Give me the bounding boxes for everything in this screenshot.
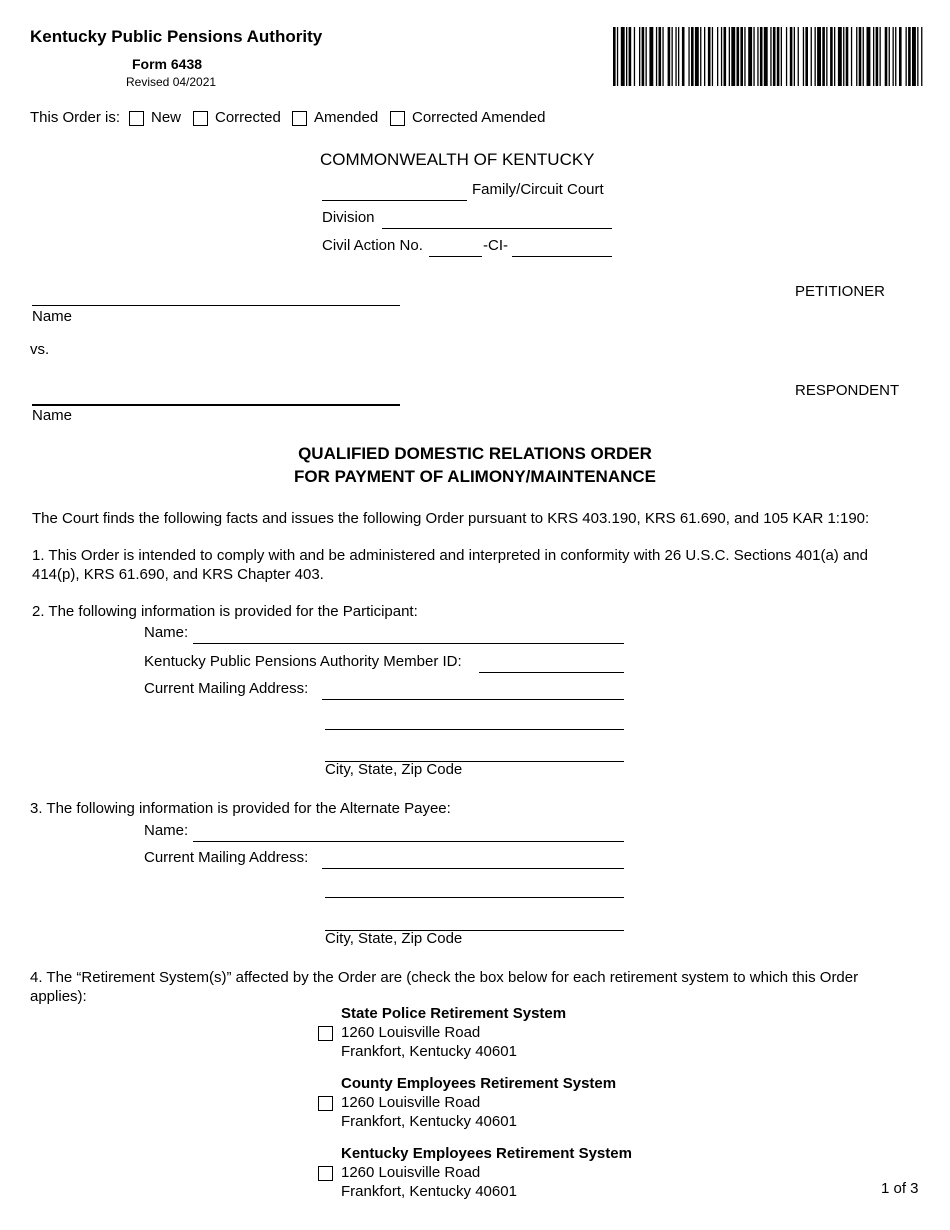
barcode-bar <box>781 27 782 86</box>
barcode-bar <box>786 27 787 86</box>
barcode-bar <box>621 27 625 86</box>
option-amended-label: Amended <box>314 109 379 126</box>
barcode-bar <box>899 27 902 86</box>
barcode-bar <box>695 27 699 86</box>
barcode-bar <box>773 27 776 86</box>
petitioner-label: PETITIONER <box>795 283 886 300</box>
option-new-label: New <box>151 109 182 126</box>
barcode-bar <box>712 27 713 86</box>
barcode-image <box>613 27 923 86</box>
barcode-bar <box>805 27 808 86</box>
system-city-county-employees: Frankfort, Kentucky 40601 <box>341 1113 517 1130</box>
civil-action-year-field[interactable] <box>429 256 482 257</box>
barcode-bar <box>688 27 689 86</box>
commonwealth-heading: COMMONWEALTH OF KENTUCKY <box>320 150 595 169</box>
barcode-bar <box>717 27 718 86</box>
respondent-label: RESPONDENT <box>795 382 900 399</box>
barcode-bar <box>634 27 635 86</box>
barcode-bar <box>662 27 663 86</box>
payee-name-field[interactable] <box>193 841 624 842</box>
division-field[interactable] <box>382 228 612 229</box>
barcode-bar <box>659 27 662 86</box>
barcode-bar <box>704 27 705 86</box>
checkbox-kentucky-employees[interactable] <box>318 1166 333 1181</box>
barcode-bar <box>846 27 849 86</box>
participant-address-line2-field[interactable] <box>325 729 624 730</box>
civil-action-number-field[interactable] <box>512 256 612 257</box>
barcode-bar <box>724 27 727 86</box>
barcode-bar <box>770 27 771 86</box>
barcode-bar <box>700 27 701 86</box>
system-street-state-police: 1260 Louisville Road <box>341 1024 481 1041</box>
barcode-bar <box>815 27 816 86</box>
court-county-field[interactable] <box>322 200 467 201</box>
barcode-bar <box>617 27 618 86</box>
revised-date: Revised 04/2021 <box>126 75 217 89</box>
vs-label: vs. <box>30 341 50 358</box>
barcode-bar <box>721 27 722 86</box>
item2-heading: 2. The following information is provided for the Participant: <box>32 603 418 620</box>
participant-name-field[interactable] <box>193 643 624 644</box>
barcode-bar <box>639 27 640 86</box>
payee-address-label: Current Mailing Address: <box>144 849 309 866</box>
barcode-bar <box>889 27 890 86</box>
option-corrected-label: Corrected <box>215 109 281 126</box>
barcode-bar <box>764 27 768 86</box>
participant-address-label: Current Mailing Address: <box>144 680 309 697</box>
item4-heading: 4. The “Retirement System(s)” affected by the Order are (check the box below for each retirement system to which this Order applies): <box>30 969 859 1005</box>
barcode-bar <box>906 27 907 86</box>
petitioner-name-field[interactable] <box>32 305 400 306</box>
checkbox-state-police[interactable] <box>318 1026 333 1041</box>
barcode-bar <box>921 27 922 86</box>
barcode-bar <box>682 27 685 86</box>
order-title-line2: FOR PAYMENT OF ALIMONY/MAINTENANCE <box>293 467 657 486</box>
barcode-bar <box>830 27 833 86</box>
system-street-kentucky-employees: 1260 Louisville Road <box>341 1164 481 1181</box>
barcode-bar <box>649 27 653 86</box>
barcode-bar <box>777 27 780 86</box>
barcode-bar <box>708 27 711 86</box>
system-city-kentucky-employees: Frankfort, Kentucky 40601 <box>341 1183 517 1200</box>
barcode-bar <box>908 27 911 86</box>
barcode-bar <box>895 27 896 86</box>
member-id-label: Kentucky Public Pensions Authority Member ID: <box>144 653 462 670</box>
barcode-bar <box>876 27 879 86</box>
barcode-bar <box>880 27 881 86</box>
barcode-bar <box>817 27 821 86</box>
participant-name-label: Name: <box>144 624 189 641</box>
barcode-bar <box>838 27 842 86</box>
barcode-bar <box>691 27 694 86</box>
barcode-bar <box>803 27 804 86</box>
barcode-bar <box>834 27 835 86</box>
barcode-bar <box>811 27 812 86</box>
order-title-line1: QUALIFIED DOMESTIC RELATIONS ORDER <box>298 444 652 463</box>
barcode-bar <box>729 27 730 86</box>
barcode-bar <box>656 27 657 86</box>
order-type-label: This Order is: <box>30 109 121 126</box>
barcode-bar <box>893 27 894 86</box>
barcode-bar <box>731 27 735 86</box>
checkbox-new[interactable] <box>129 111 144 126</box>
barcode-bar <box>753 27 754 86</box>
payee-city-label: City, State, Zip Code <box>325 930 463 947</box>
system-street-county-employees: 1260 Louisville Road <box>341 1094 481 1111</box>
barcode-bar <box>917 27 918 86</box>
barcode-bar <box>863 27 864 86</box>
barcode-bar <box>790 27 793 86</box>
barcode-bar <box>744 27 745 86</box>
barcode-bar <box>760 27 763 86</box>
ci-label: -CI- <box>483 237 508 254</box>
division-label: Division <box>322 209 375 226</box>
barcode-bar <box>642 27 645 86</box>
member-id-field[interactable] <box>479 672 624 673</box>
intro-paragraph: The Court finds the following facts and issues the following Order pursuant to KRS 403.190, KRS 61.690, and 105 KAR 1:190: <box>32 510 870 527</box>
payee-name-label: Name: <box>144 822 189 839</box>
item1-paragraph: 1. This Order is intended to comply with and be administered and interpreted in conformity with 26 U.S.C. Sections 401(a) and 414(p), KRS 61.690, and KRS Chapter 403. <box>32 547 868 583</box>
page-number: 1 of 3 <box>881 1180 919 1197</box>
respondent-name-label: Name <box>32 407 73 424</box>
barcode-bar <box>668 27 671 86</box>
participant-address-line1-field[interactable] <box>322 699 624 700</box>
checkbox-county-employees[interactable] <box>318 1096 333 1111</box>
barcode-bar <box>822 27 825 86</box>
form-number: Form 6438 <box>132 56 203 72</box>
barcode-bar <box>885 27 888 86</box>
barcode-bar <box>675 27 676 86</box>
barcode-bar <box>737 27 740 86</box>
system-city-state-police: Frankfort, Kentucky 40601 <box>341 1043 517 1060</box>
option-corrected-amended-label: Corrected Amended <box>412 109 546 126</box>
barcode-bar <box>843 27 844 86</box>
checkbox-corrected-amended[interactable] <box>390 111 405 126</box>
barcode-bar <box>629 27 632 86</box>
barcode-bar <box>826 27 827 86</box>
system-name-county-employees: County Employees Retirement System <box>341 1075 617 1092</box>
barcode-bar <box>912 27 916 86</box>
item3-heading: 3. The following information is provided for the Alternate Payee: <box>30 800 451 817</box>
barcode-bar <box>794 27 795 86</box>
court-suffix-label: Family/Circuit Court <box>472 181 604 198</box>
payee-address-line1-field[interactable] <box>322 868 624 869</box>
barcode-bar <box>867 27 871 86</box>
system-name-state-police: State Police Retirement System <box>341 1005 567 1022</box>
checkbox-corrected[interactable] <box>193 111 208 126</box>
org-name: Kentucky Public Pensions Authority <box>30 27 323 46</box>
petitioner-name-label: Name <box>32 308 73 325</box>
civil-action-label: Civil Action No. <box>322 237 423 254</box>
barcode-bar <box>748 27 752 86</box>
checkbox-amended[interactable] <box>292 111 307 126</box>
barcode-bar <box>873 27 874 86</box>
barcode-bar <box>646 27 647 86</box>
barcode-bar <box>798 27 799 86</box>
barcode-bar <box>626 27 627 86</box>
barcode-bar <box>678 27 679 86</box>
respondent-name-field[interactable] <box>32 404 400 406</box>
participant-city-label: City, State, Zip Code <box>325 761 463 778</box>
barcode-bar <box>740 27 743 86</box>
barcode-bar <box>757 27 758 86</box>
system-name-kentucky-employees: Kentucky Employees Retirement System <box>341 1145 632 1162</box>
payee-address-line2-field[interactable] <box>325 897 624 898</box>
barcode-bar <box>856 27 857 86</box>
barcode-bar <box>672 27 673 86</box>
barcode-bar <box>613 27 616 86</box>
barcode-bar <box>859 27 862 86</box>
barcode-bar <box>851 27 852 86</box>
